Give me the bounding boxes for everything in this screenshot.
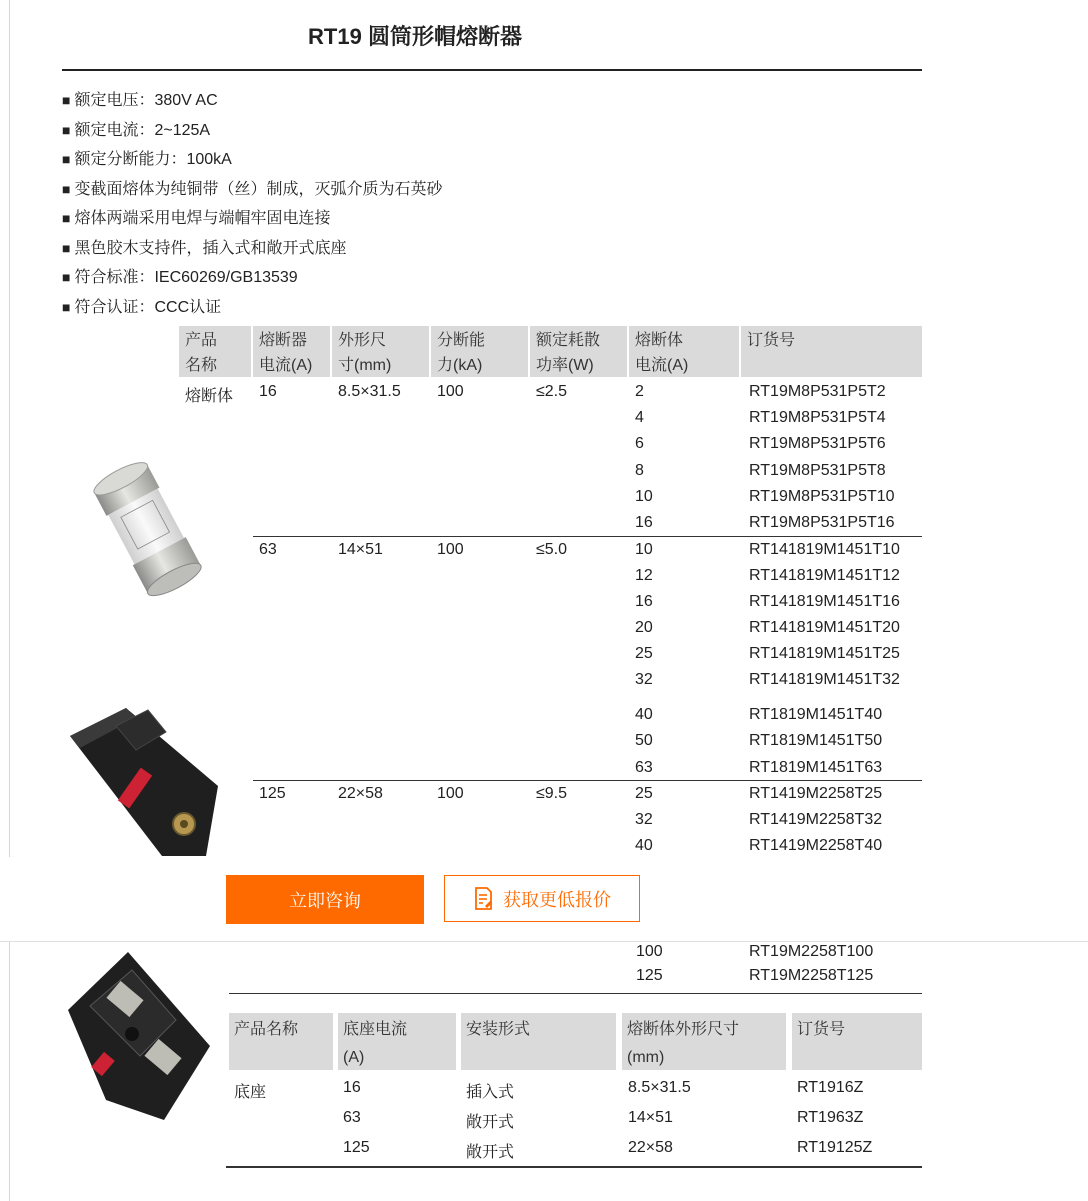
header-line: 分断能 [437, 332, 486, 349]
link-current-cell: 125 [636, 967, 663, 984]
order-number-cell: RT1819M1451T63 [749, 759, 883, 776]
link-current-cell: 2 [635, 383, 644, 400]
feature-item: ■ 变截面熔体为纯铜带（丝）制成，灭弧介质为石英砂 [62, 175, 442, 205]
table-header-cell [179, 326, 251, 377]
consult-button-label: 立即咨询 [289, 890, 361, 911]
breaking-cell: 100 [437, 383, 464, 400]
mount-type-cell: 插入式 [466, 1084, 515, 1101]
order-number-cell: RT19125Z [797, 1139, 873, 1156]
link-current-cell: 32 [635, 671, 653, 688]
order-number-cell: RT19M2258T125 [749, 967, 874, 984]
group-divider [253, 536, 922, 537]
size-cell: 22×58 [338, 785, 383, 802]
header-line: 电流(A) [259, 357, 313, 374]
link-current-cell: 20 [635, 619, 653, 636]
order-number-cell: RT19M8P531P5T10 [749, 488, 895, 505]
feature-item: ■ 黑色胶木支持件，插入式和敞开式底座 [62, 234, 442, 264]
order-number-cell: RT141819M1451T16 [749, 593, 900, 610]
power-cell: ≤2.5 [536, 383, 568, 400]
breaking-cell: 100 [437, 541, 464, 558]
link-current-cell: 4 [635, 409, 644, 426]
link-current-cell: 6 [635, 435, 644, 452]
header-line: 订货号 [797, 1021, 846, 1038]
header-line: 底座电流 [343, 1021, 408, 1038]
product-name-cell: 熔断体 [185, 388, 234, 405]
mount-type-cell: 敞开式 [466, 1114, 515, 1131]
power-cell: ≤5.0 [536, 541, 568, 558]
order-number-cell: RT141819M1451T25 [749, 645, 900, 662]
table-header-cell [431, 326, 528, 377]
fuse-link-image [78, 450, 218, 610]
feature-item: ■ 额定电流：2~125A [62, 116, 442, 146]
base-current-cell: 125 [343, 1139, 370, 1156]
header-line: (A) [343, 1049, 365, 1066]
power-cell: ≤9.5 [536, 785, 568, 802]
header-line: 外形尺 [338, 332, 387, 349]
table-bottom-rule [226, 1166, 922, 1168]
table-header-cell [530, 326, 627, 377]
fuse-current-cell: 63 [259, 541, 277, 558]
header-line: 熔断体 [635, 332, 684, 349]
order-number-cell: RT1819M1451T50 [749, 732, 883, 749]
table-header-cell [338, 1013, 456, 1070]
get-quote-button[interactable] [444, 875, 640, 922]
feature-item: ■ 额定电压：380V AC [62, 86, 442, 116]
header-line: 力(kA) [437, 357, 483, 374]
table-header-cell [461, 1013, 616, 1070]
document-edit-icon [473, 887, 493, 911]
link-current-cell: 16 [635, 514, 653, 531]
fuse-current-cell: 125 [259, 785, 286, 802]
header-line: 产品名称 [234, 1021, 299, 1038]
consult-now-button[interactable] [226, 875, 424, 924]
order-number-cell: RT19M8P531P5T16 [749, 514, 895, 531]
header-line: 功率(W) [536, 357, 594, 374]
page-title: RT19 圆筒形帽熔断器 [308, 24, 522, 49]
left-border [9, 0, 10, 857]
link-current-cell: 50 [635, 732, 653, 749]
header-line: 额定耗散 [536, 332, 601, 349]
table-header-cell [792, 1013, 922, 1070]
mount-type-cell: 敞开式 [466, 1144, 515, 1161]
table-header-cell [622, 1013, 786, 1070]
header-line: 订货号 [747, 332, 796, 349]
left-border [9, 941, 10, 1201]
feature-item: ■ 额定分断能力：100kA [62, 145, 442, 175]
link-current-cell: 40 [635, 837, 653, 854]
product-name-cell: 底座 [234, 1084, 267, 1101]
link-current-cell: 25 [635, 785, 653, 802]
order-number-cell: RT1419M2258T32 [749, 811, 883, 828]
link-current-cell: 40 [635, 706, 653, 723]
breaking-cell: 100 [437, 785, 464, 802]
link-current-cell: 32 [635, 811, 653, 828]
quote-button-label: 获取更低报价 [503, 889, 611, 910]
link-current-cell: 25 [635, 645, 653, 662]
order-number-cell: RT1916Z [797, 1079, 864, 1096]
order-number-cell: RT19M8P531P5T2 [749, 383, 886, 400]
order-number-cell: RT19M8P531P5T4 [749, 409, 886, 426]
order-number-cell: RT19M2258T100 [749, 943, 874, 960]
table-header-cell [332, 326, 429, 377]
order-number-cell: RT1963Z [797, 1109, 864, 1126]
link-current-cell: 100 [636, 943, 663, 960]
order-number-cell: RT141819M1451T10 [749, 541, 900, 558]
size-cell: 14×51 [338, 541, 383, 558]
feature-item: ■ 符合认证：CCC认证 [62, 293, 442, 323]
base-current-cell: 63 [343, 1109, 361, 1126]
order-number-cell: RT141819M1451T32 [749, 671, 900, 688]
order-number-cell: RT141819M1451T20 [749, 619, 900, 636]
feature-item: ■ 符合标准：IEC60269/GB13539 [62, 263, 442, 293]
header-line: 熔断器 [259, 332, 308, 349]
table-header-cell [253, 326, 330, 377]
fuse-current-cell: 16 [259, 383, 277, 400]
order-number-cell: RT1419M2258T40 [749, 837, 883, 854]
title-divider [62, 69, 922, 71]
header-line: 安装形式 [466, 1021, 531, 1038]
link-size-cell: 8.5×31.5 [628, 1079, 691, 1096]
link-current-cell: 8 [635, 462, 644, 479]
header-line: (mm) [627, 1049, 665, 1066]
table-header-cell [741, 326, 922, 377]
size-cell: 8.5×31.5 [338, 383, 401, 400]
link-current-cell: 12 [635, 567, 653, 584]
header-line: 产品 [185, 332, 218, 349]
link-current-cell: 63 [635, 759, 653, 776]
link-size-cell: 14×51 [628, 1109, 673, 1126]
order-number-cell: RT141819M1451T12 [749, 567, 900, 584]
feature-list [62, 86, 442, 322]
order-number-cell: RT1419M2258T25 [749, 785, 883, 802]
table-divider [229, 993, 922, 994]
fuse-base-image [66, 950, 212, 1122]
link-current-cell: 16 [635, 593, 653, 610]
order-number-cell: RT19M8P531P5T8 [749, 462, 886, 479]
header-line: 电流(A) [635, 357, 689, 374]
group-divider [253, 780, 922, 781]
order-number-cell: RT1819M1451T40 [749, 706, 883, 723]
order-number-cell: RT19M8P531P5T6 [749, 435, 886, 452]
feature-item: ■ 熔体两端采用电焊与端帽牢固电连接 [62, 204, 442, 234]
link-current-cell: 10 [635, 488, 653, 505]
header-line: 名称 [185, 357, 218, 374]
header-line: 寸(mm) [338, 357, 392, 374]
link-size-cell: 22×58 [628, 1139, 673, 1156]
cta-bar [0, 857, 1088, 942]
table-header-cell [629, 326, 739, 377]
header-line: 熔断体外形尺寸 [627, 1021, 740, 1038]
link-current-cell: 10 [635, 541, 653, 558]
base-current-cell: 16 [343, 1079, 361, 1096]
fuse-holder-image [66, 706, 222, 858]
table-header-cell [229, 1013, 333, 1070]
